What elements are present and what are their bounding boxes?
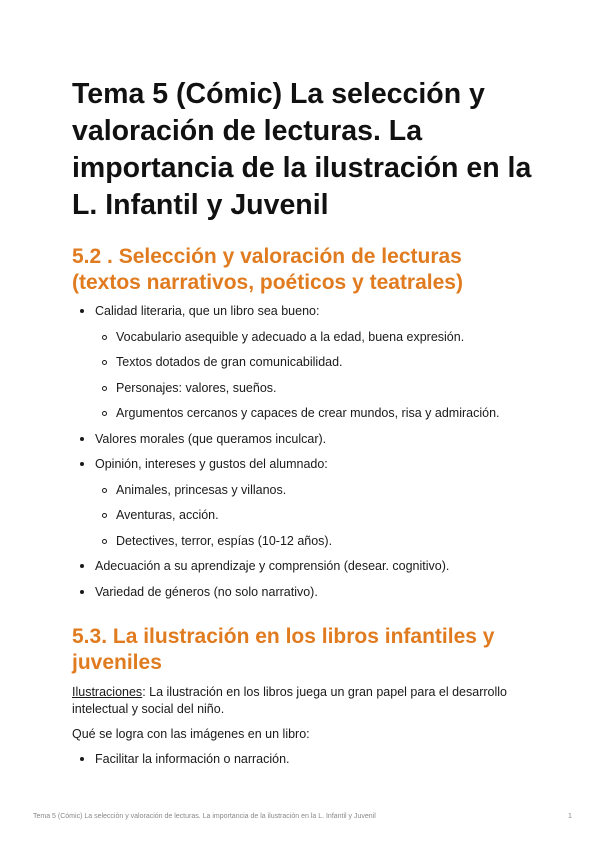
bullet-icon bbox=[80, 590, 84, 594]
images-intro-paragraph: Qué se logra con las imágenes en un libro: bbox=[72, 727, 310, 741]
list-item: Vocabulario asequible y adecuado a la edad, buena expresión. bbox=[72, 329, 532, 355]
list-item: Adecuación a su aprendizaje y comprensión (desear. cognitivo). bbox=[72, 558, 532, 584]
list-item: Opinión, intereses y gustos del alumnado: bbox=[72, 456, 532, 482]
list-item: Personajes: valores, sueños. bbox=[72, 380, 532, 406]
section-heading-5-2: 5.2 . Selección y valoración de lecturas (textos narrativos, poéticos y teatrales) bbox=[72, 245, 463, 294]
list-item: Calidad literaria, que un libro sea bueno: bbox=[72, 303, 532, 329]
list-item: Variedad de géneros (no solo narrativo). bbox=[72, 584, 532, 610]
bullet-icon bbox=[102, 360, 107, 365]
bullet-icon bbox=[102, 513, 107, 518]
illustrations-term: Ilustraciones bbox=[72, 685, 143, 699]
list-item: Animales, princesas y villanos. bbox=[72, 482, 532, 508]
document-title: Tema 5 (Cómic) La selección y valoración de lecturas. La importancia de la ilustración en la L. Infantil y Juvenil bbox=[72, 78, 532, 221]
list-item: Valores morales (que queramos inculcar). bbox=[72, 431, 532, 457]
bullet-icon bbox=[80, 564, 84, 568]
section-heading-5-3: 5.3. La ilustración en los libros infantiles y juveniles bbox=[72, 625, 495, 674]
page-footer: Tema 5 (Cómic) La selección y valoración de lecturas. La importancia de la ilustración en la L. Infantil y Juvenil bbox=[33, 813, 376, 820]
bullet-icon bbox=[102, 539, 107, 544]
illustrations-description: : La ilustración en los libros juega un gran papel para el desarrollo intelectual y social del niño. bbox=[72, 685, 507, 716]
illustration-goals-list bbox=[72, 751, 532, 777]
bullet-icon bbox=[80, 309, 84, 313]
list-item: Aventuras, acción. bbox=[72, 507, 532, 533]
selection-criteria-list bbox=[72, 303, 532, 609]
bullet-icon bbox=[102, 488, 107, 493]
bullet-icon bbox=[80, 757, 84, 761]
page-number: 1 bbox=[568, 813, 572, 820]
list-item: Facilitar la información o narración. bbox=[72, 751, 532, 777]
bullet-icon bbox=[80, 437, 84, 441]
bullet-icon bbox=[80, 462, 84, 466]
bullet-icon bbox=[102, 386, 107, 391]
bullet-icon bbox=[102, 335, 107, 340]
list-item: Argumentos cercanos y capaces de crear mundos, risa y admiración. bbox=[72, 405, 532, 431]
list-item: Detectives, terror, espías (10-12 años). bbox=[72, 533, 532, 559]
list-item: Textos dotados de gran comunicabilidad. bbox=[72, 354, 532, 380]
bullet-icon bbox=[102, 411, 107, 416]
illustrations-paragraph bbox=[72, 684, 532, 718]
